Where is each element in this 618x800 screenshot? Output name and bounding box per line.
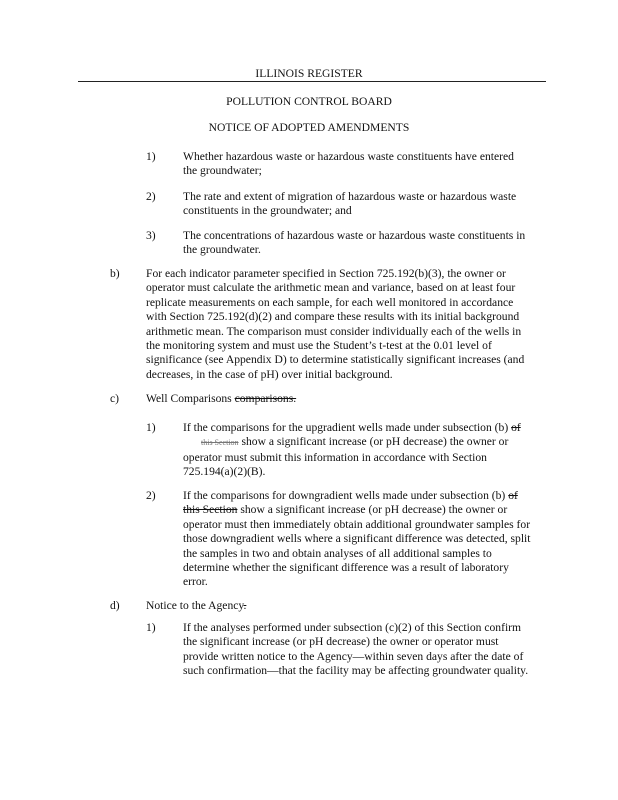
text-line: constituents in the groundwater; and <box>183 204 352 218</box>
text-line: replicate measurements on each sample, for each well monitored in accordance <box>146 295 514 309</box>
text-line: determine whether the significant difference was a result of laboratory <box>183 561 509 575</box>
text-line: with Section 725.192(d)(2) and compare these results with its initial background <box>146 310 520 324</box>
paragraph-b <box>146 267 524 382</box>
text-line: Whether hazardous waste or hazardous waste constituents have entered <box>183 150 514 163</box>
item-number: 2) <box>146 489 156 502</box>
struck-text: this Section <box>201 438 239 448</box>
text-line: arithmetic mean. The comparison must consider individually each of the wells in <box>146 324 522 338</box>
text-line: significance (see Appendix D) to determine statistically significant increases (and <box>146 353 525 367</box>
text-line <box>183 435 521 450</box>
text-span: If the comparisons for downgradient wells made under subsection (b) <box>183 489 506 502</box>
text-line: For each indicator parameter specified in Section 725.192(b)(3), the owner or <box>146 267 506 280</box>
text-line: those downgradient wells where a significant difference was detected, split <box>183 532 531 546</box>
list-item <box>183 150 514 179</box>
struck-text: comparisons. <box>234 392 297 405</box>
text-span: show a significant increase (or pH decrease) the owner or <box>240 503 508 517</box>
heading-text: Well Comparisons <box>146 392 232 405</box>
text-line: 725.194(a)(2)(B). <box>183 465 266 479</box>
text-line: the monitoring system and must use the Student’s t-test at the 0.01 level of <box>146 339 492 353</box>
text-line: the significant increase (or pH decrease) the owner or operator must <box>183 635 499 649</box>
text-line: The concentrations of hazardous waste or hazardous waste constituents in <box>183 229 526 242</box>
text-line <box>183 421 521 435</box>
text-line: operator must then immediately obtain additional groundwater samples for <box>183 517 531 531</box>
text-line: The rate and extent of migration of hazardous waste or hazardous waste <box>183 190 517 203</box>
header-rule <box>78 81 546 82</box>
text-span: If the comparisons for the upgradient wells made under subsection (b) <box>183 421 509 434</box>
struck-text: of <box>508 489 518 502</box>
item-number: 2) <box>146 190 156 203</box>
register-title: ILLINOIS REGISTER <box>255 67 363 80</box>
text-line: the groundwater; <box>183 164 262 178</box>
section-label: c) <box>110 392 120 405</box>
list-item <box>183 421 521 480</box>
notice-title: NOTICE OF ADOPTED AMENDMENTS <box>208 121 410 134</box>
text-line: provide written notice to the Agency—within seven days after the date of <box>183 649 524 663</box>
section-label: b) <box>110 267 120 280</box>
struck-text: of <box>511 421 521 434</box>
text-line: such confirmation—that the facility may be affecting groundwater quality. <box>183 664 529 678</box>
list-item <box>183 229 525 258</box>
section-label: d) <box>110 599 120 612</box>
item-number: 1) <box>146 421 156 434</box>
text-line: If the analyses performed under subsection (c)(2) of this Section confirm <box>183 621 522 634</box>
struck-text: . <box>243 599 247 612</box>
list-item <box>183 190 516 219</box>
item-number: 1) <box>146 150 156 163</box>
text-line: the samples in two and obtain analyses of all additional samples to <box>183 546 492 560</box>
text-line: error. <box>183 575 208 589</box>
text-line: the groundwater. <box>183 243 261 257</box>
text-line: operator must calculate the arithmetic mean and variance, based on at least four <box>146 281 516 295</box>
text-line <box>183 489 530 503</box>
item-number: 1) <box>146 621 156 634</box>
heading-text: Notice to the Agency <box>146 599 244 612</box>
struck-text: this Section <box>183 503 238 517</box>
text-line <box>183 503 530 517</box>
board-title: POLLUTION CONTROL BOARD <box>226 95 392 108</box>
list-item <box>183 621 528 679</box>
text-line: decreases, in the case of pH) over initial background. <box>146 367 393 381</box>
section-heading <box>146 392 296 406</box>
text-line: operator must submit this information in accordance with Section <box>183 450 487 464</box>
section-heading <box>146 599 246 613</box>
text-span: show a significant increase (or pH decrease) the owner or <box>241 435 509 449</box>
item-number: 3) <box>146 229 156 242</box>
list-item <box>183 489 530 590</box>
